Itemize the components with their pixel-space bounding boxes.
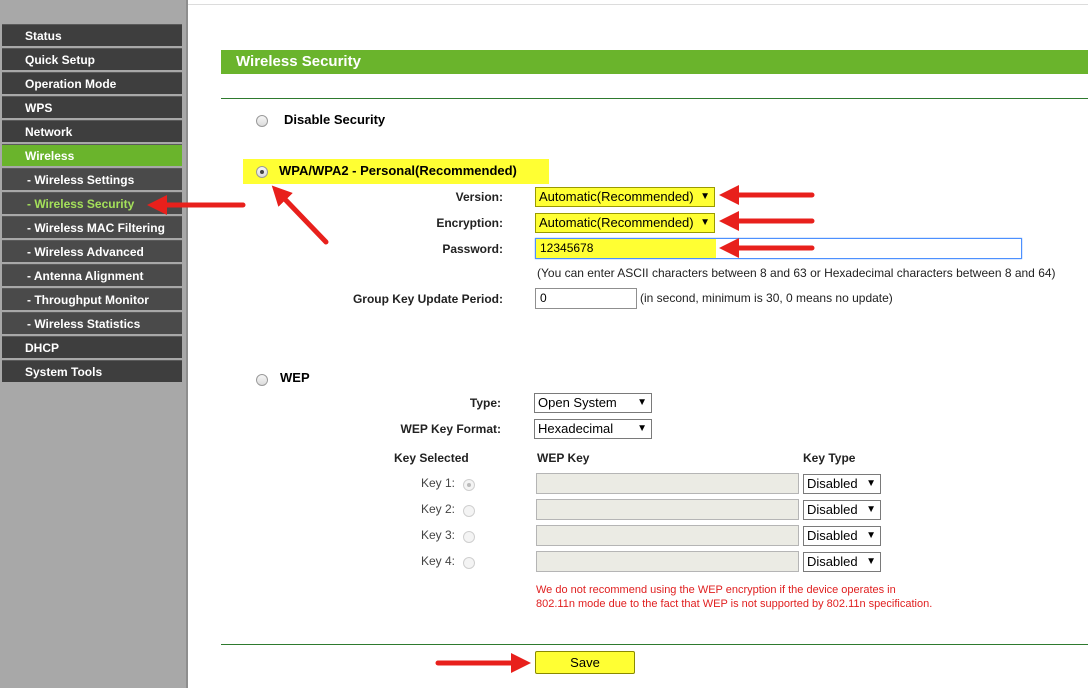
version-value: Automatic(Recommended) bbox=[539, 189, 694, 204]
wpa-personal-label: WPA/WPA2 - Personal(Recommended) bbox=[279, 163, 517, 178]
key1-type-select[interactable] bbox=[803, 474, 881, 494]
wpa-personal-radio[interactable] bbox=[256, 166, 268, 178]
encryption-select[interactable] bbox=[535, 213, 715, 233]
sidebar-item-dhcp[interactable]: DHCP bbox=[2, 336, 182, 358]
wep-warning-line1: We do not recommend using the WEP encryption if the device operates in bbox=[536, 584, 896, 596]
bottom-divider bbox=[221, 644, 1088, 645]
sidebar-item-wireless-settings[interactable]: - Wireless Settings bbox=[2, 168, 182, 190]
key1-radio[interactable] bbox=[463, 479, 475, 491]
key2-label: Key 2: bbox=[421, 502, 456, 516]
col-key-selected: Key Selected bbox=[394, 451, 469, 465]
sidebar-item-wireless[interactable]: Wireless bbox=[2, 144, 182, 166]
group-key-label: Group Key Update Period: bbox=[352, 292, 503, 306]
key1-input[interactable] bbox=[536, 473, 799, 494]
triangle-down-icon: ▼ bbox=[866, 556, 876, 567]
triangle-down-icon: ▼ bbox=[700, 217, 710, 228]
version-label: Version: bbox=[455, 190, 503, 204]
key1-label: Key 1: bbox=[421, 476, 456, 490]
page-title: Wireless Security bbox=[221, 50, 1088, 74]
col-key-type: Key Type bbox=[803, 451, 856, 465]
triangle-down-icon: ▼ bbox=[637, 397, 647, 408]
triangle-down-icon: ▼ bbox=[866, 478, 876, 489]
sidebar-item-wireless-statistics[interactable]: - Wireless Statistics bbox=[2, 312, 182, 334]
sidebar bbox=[0, 0, 188, 688]
sidebar-item-wireless-advanced[interactable]: - Wireless Advanced bbox=[2, 240, 182, 262]
triangle-down-icon: ▼ bbox=[637, 423, 647, 434]
triangle-down-icon: ▼ bbox=[866, 504, 876, 515]
col-wep-key: WEP Key bbox=[537, 451, 590, 465]
wep-format-value: Hexadecimal bbox=[538, 421, 614, 436]
triangle-down-icon: ▼ bbox=[866, 530, 876, 541]
sidebar-item-status[interactable]: Status bbox=[2, 24, 182, 46]
password-value: 12345678 bbox=[540, 241, 594, 255]
disable-security-radio[interactable] bbox=[256, 115, 268, 127]
key4-type-select[interactable] bbox=[803, 552, 881, 572]
wep-type-value: Open System bbox=[538, 395, 617, 410]
key2-input[interactable] bbox=[536, 499, 799, 520]
sidebar-item-wps[interactable]: WPS bbox=[2, 96, 182, 118]
triangle-down-icon: ▼ bbox=[700, 191, 710, 202]
sidebar-item-wireless-mac-filtering[interactable]: - Wireless MAC Filtering bbox=[2, 216, 182, 238]
version-select[interactable] bbox=[535, 187, 715, 207]
wep-format-label: WEP Key Format: bbox=[400, 422, 501, 436]
sidebar-item-operation-mode[interactable]: Operation Mode bbox=[2, 72, 182, 94]
key2-radio[interactable] bbox=[463, 505, 475, 517]
top-divider bbox=[221, 98, 1088, 99]
encryption-label: Encryption: bbox=[436, 216, 503, 230]
key2-type-value: Disabled bbox=[807, 502, 858, 517]
disable-security-label: Disable Security bbox=[284, 112, 386, 127]
wep-warning-line2: 802.11n mode due to the fact that WEP is not supported by 802.11n specification. bbox=[536, 598, 933, 610]
group-key-value: 0 bbox=[540, 291, 547, 305]
key1-type-value: Disabled bbox=[807, 476, 858, 491]
key3-label: Key 3: bbox=[421, 528, 456, 542]
wep-radio[interactable] bbox=[256, 374, 268, 386]
sidebar-item-network[interactable]: Network bbox=[2, 120, 182, 142]
key3-input[interactable] bbox=[536, 525, 799, 546]
key4-type-value: Disabled bbox=[807, 554, 858, 569]
wep-format-select[interactable] bbox=[534, 419, 652, 439]
key3-type-select[interactable] bbox=[803, 526, 881, 546]
key2-type-select[interactable] bbox=[803, 500, 881, 520]
key4-input[interactable] bbox=[536, 551, 799, 572]
key4-radio[interactable] bbox=[463, 557, 475, 569]
sidebar-item-system-tools[interactable]: System Tools bbox=[2, 360, 182, 382]
password-label: Password: bbox=[442, 242, 503, 256]
key3-type-value: Disabled bbox=[807, 528, 858, 543]
password-input[interactable] bbox=[535, 238, 1022, 259]
sidebar-item-quick-setup[interactable]: Quick Setup bbox=[2, 48, 182, 70]
key3-radio[interactable] bbox=[463, 531, 475, 543]
save-button[interactable]: Save bbox=[535, 651, 635, 674]
encryption-value: Automatic(Recommended) bbox=[539, 215, 694, 230]
group-key-input[interactable] bbox=[535, 288, 637, 309]
wep-type-label: Type: bbox=[469, 396, 501, 410]
sidebar-item-wireless-security[interactable]: - Wireless Security bbox=[2, 192, 182, 214]
sidebar-item-antenna-alignment[interactable]: - Antenna Alignment bbox=[2, 264, 182, 286]
group-key-hint: (in second, minimum is 30, 0 means no update) bbox=[640, 291, 893, 305]
wep-type-select[interactable] bbox=[534, 393, 652, 413]
key4-label: Key 4: bbox=[421, 554, 456, 568]
sidebar-item-throughput-monitor[interactable]: - Throughput Monitor bbox=[2, 288, 182, 310]
top-border bbox=[188, 0, 1088, 5]
password-hint: (You can enter ASCII characters between 8 and 63 or Hexadecimal characters between 8 and 64) bbox=[537, 266, 1056, 280]
red-arrow-icon bbox=[278, 192, 326, 242]
wep-label: WEP bbox=[280, 370, 310, 385]
